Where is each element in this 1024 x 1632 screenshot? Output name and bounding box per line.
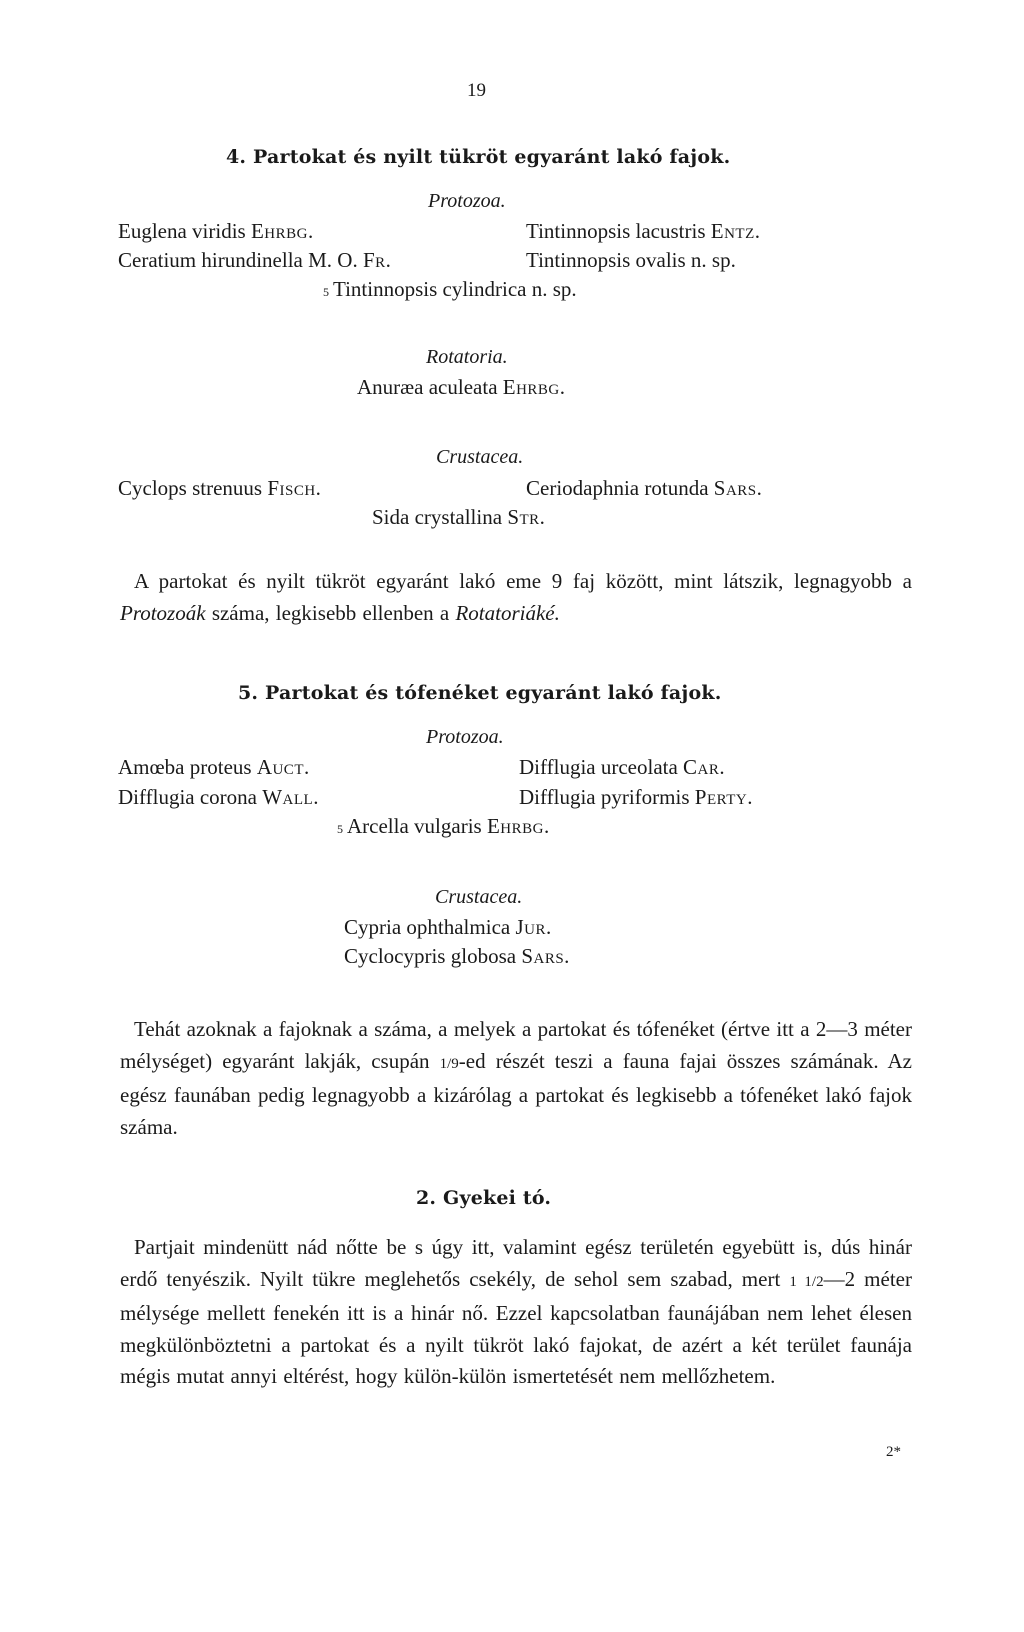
section-5-heading: 5. Partokat és tófenéket egyaránt lakó fajok. xyxy=(238,682,722,704)
species-name: Ceratium hirundinella M. O. xyxy=(118,248,363,272)
paragraph-text: A partokat és nyilt tükröt egyaránt lakó eme 9 faj között, mint látszik, legnagyobb a xyxy=(134,569,912,593)
line-number: 5 xyxy=(337,822,343,836)
paragraph-text: Partjait mindenütt nád nőtte be s úgy itt, valamint egész területén egyebütt is, dús hinár erdő tenyészik. Nyilt tükre meglehetős csekély, de sehol sem szabad, mert xyxy=(120,1235,912,1291)
species-author: Ehrbg. xyxy=(250,219,314,243)
fraction: 1/9 xyxy=(439,1055,459,1072)
gyekei-paragraph xyxy=(120,1232,912,1393)
species-difflugia-urceolata xyxy=(519,753,725,781)
species-name: Ceriodaphnia rotunda xyxy=(526,476,714,500)
section-5-crustacea-group: Crustacea. xyxy=(435,886,523,908)
species-name: Cypria ophthalmica xyxy=(344,915,516,939)
species-euglena xyxy=(118,217,314,245)
species-amoeba xyxy=(118,753,310,781)
section-4-crustacea-group: Crustacea. xyxy=(436,446,524,468)
species-name: Amœba proteus xyxy=(118,755,257,779)
species-tintinnopsis-lacustris xyxy=(526,217,761,245)
species-author: Perty. xyxy=(694,785,753,809)
line-number: 5 xyxy=(323,285,329,299)
section-4-rotatoria-group: Rotatoria. xyxy=(426,346,508,368)
section-5-paragraph xyxy=(120,1014,912,1143)
species-author: Car. xyxy=(683,755,726,779)
paragraph-text: -ed részét teszi a fauna fajai összes számának. Az egész faunában pedig legnagyobb a kizárólag a partokat és legkisebb a tófenéket lakó fajok száma. xyxy=(120,1048,912,1139)
paragraph-text: —2 méter mélysége mellett fenekén itt is a hinár nő. Ezzel kapcsolatban faunájában nem lehet élesen megkülönböztetni a partokat és a nyilt tükröt lakó fajokat, de azért a két terület faunája mégis mutat annyi eltérést, hogy külön-külön ismertetését nem mellőzhetem. xyxy=(120,1266,912,1388)
section-4-paragraph xyxy=(120,566,912,629)
species-author: Wall. xyxy=(262,785,319,809)
species-name: Cyclops strenuus xyxy=(118,476,268,500)
gyekei-heading: 2. Gyekei tó. xyxy=(416,1187,552,1209)
species-author: Str. xyxy=(507,505,546,529)
fraction: 1 1/2 xyxy=(789,1273,824,1290)
species-name: Euglena viridis xyxy=(118,219,251,243)
paragraph-text: Tehát azoknak a fajoknak a száma, a melyek a partokat és tófenéket (értve itt a 2—3 méter mélységet) egyaránt lakják, csupán xyxy=(120,1017,912,1073)
species-author: Sars. xyxy=(713,476,763,500)
paragraph-italic: Protozoák xyxy=(120,600,206,625)
species-name: Sida crystallina xyxy=(372,505,508,529)
species-difflugia-pyriformis xyxy=(519,783,753,811)
species-author: Fisch. xyxy=(267,476,322,500)
species-name: Anuræa aculeata xyxy=(357,375,503,399)
species-author: Jur. xyxy=(515,915,552,939)
section-4-protozoa-group: Protozoa. xyxy=(428,190,506,212)
species-author: Fr. xyxy=(362,248,392,272)
species-name: Difflugia urceolata xyxy=(519,755,684,779)
species-author: Ehrbg. xyxy=(502,375,566,399)
page-number: 19 xyxy=(467,80,486,101)
species-name: Cyclocypris globosa xyxy=(344,944,522,968)
species-name: Difflugia pyriformis xyxy=(519,785,695,809)
species-sida xyxy=(372,503,545,531)
species-arcella xyxy=(337,812,550,843)
section-4-heading: 4. Partokat és nyilt tükröt egyaránt lakó fajok. xyxy=(226,146,731,168)
species-ceriodaphnia xyxy=(526,474,762,502)
species-author: Ehrbg. xyxy=(486,814,550,838)
species-author: Auct. xyxy=(256,755,310,779)
species-name: Tintinnopsis lacustris xyxy=(526,219,711,243)
species-difflugia-corona xyxy=(118,783,319,811)
species-name: Arcella vulgaris xyxy=(347,814,487,838)
species-cyclops xyxy=(118,474,321,502)
paragraph-italic: Rotatoriáké. xyxy=(455,600,560,625)
paragraph-text: száma, legkisebb ellenben a xyxy=(205,600,456,625)
species-tintinnopsis-cylindrica xyxy=(323,275,577,306)
signature-mark: 2* xyxy=(886,1444,901,1460)
section-5-protozoa-group: Protozoa. xyxy=(426,726,504,748)
species-author: Sars. xyxy=(521,944,570,968)
species-author: Entz. xyxy=(710,219,761,243)
species-name: Difflugia corona xyxy=(118,785,263,809)
species-cypria xyxy=(344,913,552,941)
species-cyclocypris xyxy=(344,942,570,970)
species-tintinnopsis-ovalis: Tintinnopsis ovalis n. sp. xyxy=(526,248,736,272)
species-name: Tintinnopsis cylindrica n. sp. xyxy=(333,277,577,301)
species-anuraea xyxy=(357,373,566,401)
species-ceratium xyxy=(118,246,391,274)
